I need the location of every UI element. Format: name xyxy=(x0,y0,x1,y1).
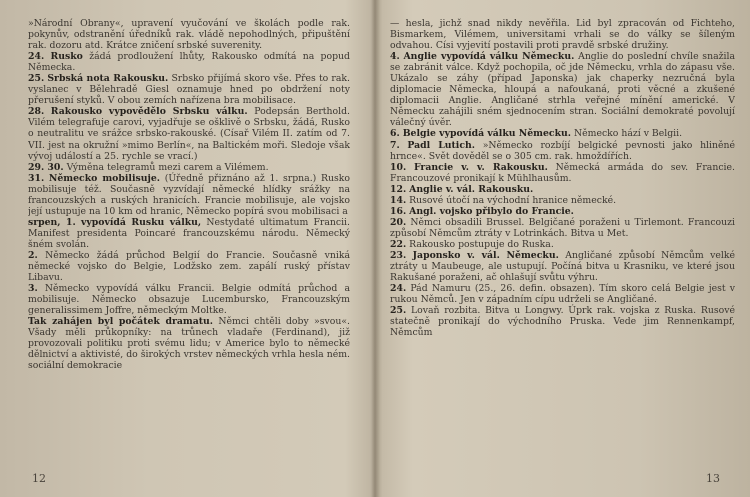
entry-date: 24. xyxy=(390,283,407,295)
entry-text: Srbsko přijímá skoro vše. Přes to rak. vyslanec v Bělehradě Giesl oznamuje hned po obdržení noty přerušení styků. V obou zemích nařízena bra mobilisace. xyxy=(28,73,350,107)
entry-text: Nestydaté ultimatum Francii. Manifest presidenta Poincaré francouzskému národu. Německý šném svolán. xyxy=(28,216,350,250)
chronology-entry xyxy=(28,250,350,283)
entry-heading: Francie v. v. Rakousku. xyxy=(413,161,548,173)
chronology-entry xyxy=(390,239,735,250)
chronology-entry xyxy=(390,18,735,51)
entry-text: Německá armáda do sev. Francie. Francouzové pronikají k Mühlhausům. xyxy=(390,161,735,184)
entry-text: Rusové útočí na východní hranice německé. xyxy=(409,194,617,206)
chronology-entry xyxy=(390,305,735,338)
entry-date: 6. xyxy=(390,128,400,140)
entry-heading: Angl. vojsko přibylo do Francie. xyxy=(409,205,574,217)
chronology-entry xyxy=(390,184,735,195)
chronology-entry xyxy=(28,162,350,173)
entry-text: Německo hází v Belgii. xyxy=(574,128,683,140)
entry-text: Německo vypovídá válku Francii. Belgie odmítá průchod a mobilisuje. Německo obsazuje Lucembursko, Francouzským generalissimem Joffre, německým Moltke. xyxy=(28,283,350,317)
entry-text: »Německo rozbíjí belgické pevnosti jako hliněné hrnce«. Svět dověděl se o 305 cm. rak. hmoždířích. xyxy=(390,139,735,162)
entry-heading: Rusko xyxy=(50,51,83,63)
chronology-entry xyxy=(390,140,735,162)
chronology-entry xyxy=(28,316,350,371)
right-entries xyxy=(390,18,735,338)
entry-date: 23. xyxy=(390,249,407,261)
chronology-entry xyxy=(390,195,735,206)
chronology-entry xyxy=(28,217,350,250)
entry-heading: Belgie vypovídá válku Německu. xyxy=(402,128,572,140)
entry-date: srpen, 1. xyxy=(28,216,76,228)
entry-text: Pád Namuru (25., 26. defin. obsazen). Tím skoro celá Belgie jest v rukou Němců. Jen v západním cípu udrželi se Angličané. xyxy=(390,283,735,306)
entry-date: 12. xyxy=(390,183,407,195)
chronology-entry xyxy=(28,283,350,316)
entry-date: 22. xyxy=(390,238,407,250)
entry-text: — hesla, jichž snad nikdy nevěřila. Lid byl zpracován od Fichteho, Bismarkem, Vilémem, universitami vrhali se do války se šíleným odvahou. Císi vyjevití postavili proti pravdě srbské družiny. xyxy=(390,18,735,52)
entry-text: Němci obsadili Brussel. Belgičané poraženi u Tirlemont. Francouzi způsobí Němcům ztráty v Lotrinkách. Bitva u Met. xyxy=(390,216,735,239)
chronology-entry xyxy=(390,128,735,139)
entry-text: Anglie do poslední chvíle snažila se zabránit válce. Když pochopila, oč jde Německu, vrhla do zápasu vše. Ukázalo se záhy (případ Japonska) jak chaperky nezručná byla diplomacie Německa, hloupá a nafoukaná, proti věcné a zkušené diplomacii Anglie. Angličané strhla veřejné mínění americké. V Německu zahájili sném sjednocením stran. Sociální demokraté povolují válečný úvěr. xyxy=(390,51,735,129)
chronology-entry xyxy=(28,51,350,73)
entry-date: 3. xyxy=(28,283,38,295)
entry-date: 16. xyxy=(390,205,407,217)
entry-date: 25. xyxy=(390,305,407,317)
right-page-number: 13 xyxy=(706,472,720,485)
entry-text: Angličané způsobí Němcům velké ztráty u Maubeuge, ale ustupují. Počíná bitva u Krasniku, ve které jsou Rakušané poraženi, ač ohlašují svůtu výhru. xyxy=(390,249,735,284)
entry-text: Lovaň rozbita. Bitva u Longwy. Úprk rak. vojska z Ruska. Rusové statečně pronikají do východního Pruska. Vede jim Rennenkampf, Němcům xyxy=(390,305,735,339)
entry-date: 24. xyxy=(28,51,45,63)
entry-date: 2. xyxy=(28,249,38,261)
left-page-number: 12 xyxy=(32,472,46,485)
chronology-entry xyxy=(390,250,735,283)
entry-heading: Rakousko vypovědělo Srbsku válku. xyxy=(50,106,248,118)
entry-heading: Anglie vypovídá válku Německu. xyxy=(403,51,575,63)
left-entries xyxy=(28,18,350,372)
chronology-entry xyxy=(390,206,735,217)
entry-text: (Úředně přiznáno až 1. srpna.) Rusko mobilisuje též. Současně vyzvídají německé hlídky srážky na francouzských a ruských hranicích. Francie mobilisuje, ale vojsko její ustupuje na 10 km od hranic, Německo popírá svou mobilisaci a xyxy=(28,172,350,217)
entry-date: 25. xyxy=(28,73,45,85)
left-page xyxy=(28,0,350,497)
chronology-entry xyxy=(28,106,350,161)
entry-date: 10. xyxy=(390,161,407,173)
chronology-entry xyxy=(28,173,350,217)
entry-text: žádá prodloužení lhůty, Rakousko odmítá na popud Německa. xyxy=(28,51,350,74)
entry-date: 28. xyxy=(28,106,45,118)
entry-text: Rakousko postupuje do Ruska. xyxy=(409,238,554,250)
chronology-entry xyxy=(390,51,735,128)
chronology-entry xyxy=(390,217,735,239)
entry-date: 29. 30. xyxy=(28,161,64,173)
entry-heading: vypovídá Rusku válku, xyxy=(80,216,202,228)
gutter-shadow xyxy=(370,0,380,497)
entry-text: »Národní Obrany«, upravení vyučování ve školách podle rak. pokynův, odstranění úředníků rak. vládě nepohodlných, připuštění rak. dozoru atd. Krátce zničení srbské suverenity. xyxy=(28,18,350,52)
entry-text: Německo žádá průchod Belgií do Francie. Současně vniká německé vojsko do Belgie, Lodžsko zem. zapálí ruský přístav Libavu. xyxy=(28,249,350,284)
entry-heading: Srbská nota Rakousku. xyxy=(47,73,169,85)
entry-heading: Německo mobilisuje. xyxy=(48,172,160,184)
entry-date: 4. xyxy=(390,51,400,63)
entry-date: 20. xyxy=(390,216,407,228)
entry-heading: Tak zahájen byl počátek dramatu. xyxy=(28,316,214,328)
entry-text: Podepsán Berthold. Vilém telegrafuje carovi, vyjadřuje se ošklivě o Srbsku, žádá, Rusko o neutralitu ve srážce srbsko-rakouské. (Císař Vilém II. zatím od 7. VII. jest na okružní »mimo Berlín«, na Baltickém moři. Sledoje však vývoj událostí a 25. rychle se vrací.) xyxy=(28,106,350,162)
chronology-entry xyxy=(28,73,350,106)
entry-date: 31. xyxy=(28,172,45,184)
chronology-entry xyxy=(28,18,350,51)
entry-text: Výměna telegramů mezi carem a Vilémem. xyxy=(66,161,269,173)
right-page xyxy=(390,0,735,497)
entry-text: Němci chtěli doby »svou«. Všady měli průkopníky: na trůnech vladaře (Ferdinand), již provozovali politiku proti svému lidu; v Americe bylo to německé dělnictví a aktivisté, do širokých vrstev německých vrhla hesla ném. sociální demokracie xyxy=(28,316,350,372)
chronology-entry xyxy=(390,283,735,305)
entry-heading: Japonsko v. vál. Německu. xyxy=(412,249,559,261)
chronology-entry xyxy=(390,162,735,184)
entry-heading: Padl Lutich. xyxy=(407,139,475,151)
entry-heading: Anglie v. vál. Rakousku. xyxy=(409,183,534,195)
entry-date: 14. xyxy=(390,194,407,206)
entry-date: 7. xyxy=(390,139,400,151)
